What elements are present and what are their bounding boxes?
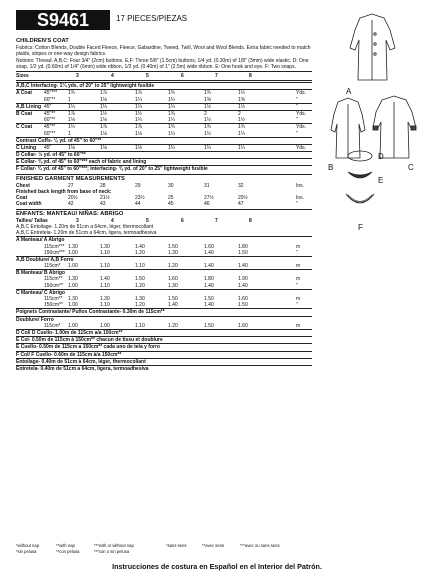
- yardage-row-label: A,B,C Interfacing- 1¼ yds. of 20" to 25" lightweight fusible: [16, 83, 155, 90]
- yardage-row-value: 1⅞: [135, 124, 142, 131]
- sizes-row: [16, 73, 312, 79]
- metric-row-value: 1.50: [204, 296, 214, 303]
- yardage-row-value: 1¼: [238, 130, 245, 137]
- metric-row-width: 150cm***: [44, 249, 65, 256]
- metric-row-width: 115cm*: [44, 322, 61, 329]
- metric-row-value: 1.00: [100, 322, 110, 329]
- footnote: ***avec ou sans sens: [240, 543, 280, 548]
- yardage-row-value: 1¼: [204, 144, 211, 151]
- yardage-row-width: 60"**: [44, 96, 56, 103]
- metric-row-value: 1.30: [100, 296, 110, 303]
- yardage-row-value: 1¼: [168, 144, 175, 151]
- size-value: 8: [249, 73, 252, 80]
- metric-row-value: 1.40: [238, 263, 248, 270]
- label-a: A: [346, 87, 352, 96]
- yardage-row-label: C Lining: [16, 144, 36, 151]
- metric-row-value: 1.00: [68, 249, 78, 256]
- yardage-row-width: 45"**: [44, 110, 56, 117]
- metric-row-unit: m: [296, 296, 301, 303]
- yardage-row-width: 45": [44, 144, 52, 151]
- metric-row: [16, 351, 312, 358]
- metric-row-width: 115cm**: [44, 296, 63, 303]
- metric-row-value: 1.60: [238, 322, 248, 329]
- coat-width-value: 45: [168, 201, 174, 208]
- divider: [16, 174, 312, 175]
- footnote: **avec sens: [202, 543, 225, 548]
- metric-row-width: 115cm***: [44, 243, 65, 250]
- yardage-row-label: E Collar- ⅜ yd. of 45" to 60"*** each of fabric and lining: [16, 159, 147, 166]
- coat-width-value: 46: [204, 201, 210, 208]
- metric-row-value: 1.30: [100, 243, 110, 250]
- yardage-row-value: 1⅛: [135, 130, 142, 137]
- size-value: 5: [146, 73, 149, 80]
- yardage-row-value: 1½: [135, 110, 142, 117]
- yardage-row-value: 1¾: [238, 124, 245, 131]
- yardage-row-unit: Yds.: [296, 124, 307, 131]
- label-b: B: [328, 163, 334, 172]
- taille-value: 3: [76, 217, 79, 224]
- metric-row-unit: m: [296, 276, 301, 283]
- yardage-row-value: 1¾: [68, 90, 75, 97]
- metric-row-value: 1.50: [238, 302, 248, 309]
- yardage-row-value: 1⅛: [68, 144, 75, 151]
- chest-value: 28: [100, 182, 106, 189]
- metric-row-value: 1.00: [68, 282, 78, 289]
- yardage-row-value: 1⅛: [100, 144, 107, 151]
- metric-row-value: 1.20: [135, 249, 145, 256]
- yardage-row-value: 1¼: [204, 130, 211, 137]
- taille-value: 4: [111, 217, 114, 224]
- yardage-row-value: 2: [238, 110, 241, 117]
- metric-row-width: 150cm**: [44, 282, 63, 289]
- yardage-row-value: 1¼: [135, 96, 142, 103]
- metric-row-value: 1.20: [135, 302, 145, 309]
- finished-title: FINISHED GARMENT MEASUREMENTS: [16, 175, 125, 182]
- yardage-row-value: 1: [68, 130, 71, 137]
- taille-value: 6: [181, 217, 184, 224]
- metric-row-value: 1.50: [168, 243, 178, 250]
- metric-row-value: 1.20: [168, 322, 178, 329]
- section-title: CHILDREN'S COAT: [16, 38, 69, 44]
- metric-row-value: 1.30: [135, 296, 145, 303]
- yardage-row-value: 1¼: [68, 124, 75, 131]
- yardage-row-unit: ": [296, 96, 298, 103]
- notions-text: Notions: Thread. A,B,C: Four 3/4" (2cm) buttons. E,F: Three 5/8" (1.5cm) buttons, 1/4 yd. (0.30m) of 1/8" (3mm) wide elastic. D: One snap, 1/2 yd. (0.60m) of 1/4" (6mm) wide ribbon, 1/2 yd. (0.40m) of 1" (2.5m) wide ribbon. E: One hook and eye. F: Two snaps.: [16, 57, 309, 70]
- yardage-row-value: 1½: [238, 90, 245, 97]
- metric-row-unit: ": [296, 249, 298, 256]
- coat-length-value: 20½: [68, 195, 78, 202]
- coat-width-row: [16, 201, 312, 207]
- metric-row-label: A Manteau/ A Abrigo: [16, 237, 65, 244]
- yardage-row-label: D Collar- ½ yd. of 45" to 60"**: [16, 152, 86, 159]
- yardage-row-value: 1¼: [100, 103, 107, 110]
- yardage-row-value: 1⅛: [68, 117, 75, 124]
- metric-row-label: B Manteau/ B Abrigo: [16, 270, 65, 277]
- metric-row-value: 1.50: [238, 249, 248, 256]
- metric-row-value: 1.00: [68, 302, 78, 309]
- coat-length-value: 23½: [135, 195, 145, 202]
- metric-row-value: 1.50: [168, 296, 178, 303]
- coat-a-drawing: [350, 14, 395, 80]
- yardage-row: [16, 89, 312, 96]
- metric-row-unit: ": [296, 282, 298, 289]
- metric-row-unit: m: [296, 243, 301, 250]
- metric-row-value: 1.10: [135, 322, 145, 329]
- metric-row-label: C Manteau/ C Abrigo: [16, 289, 65, 296]
- metric-row-value: 1.40: [204, 302, 214, 309]
- footnote: ***with or without nap: [94, 543, 134, 548]
- metric-row-width: 150cm**: [44, 302, 63, 309]
- coat-width-label: Coat width: [16, 201, 42, 208]
- coat-width-value: 43: [100, 201, 106, 208]
- yardage-row: [16, 151, 312, 158]
- size-value: 6: [181, 73, 184, 80]
- metric-row-value: 1.60: [168, 276, 178, 283]
- yardage-row: [16, 165, 312, 172]
- yardage-row-unit: ": [296, 130, 298, 137]
- yardage-row-label: Contrast Cuffs- ⅛ yd. of 45" to 60"**: [16, 137, 102, 144]
- footnote: **with nap: [56, 543, 75, 548]
- yardage-row-width: 45"***: [44, 90, 58, 97]
- metric-row: [16, 336, 312, 343]
- yardage-row: [16, 137, 312, 144]
- yardage-row: [16, 123, 312, 130]
- metric-row-value: 1.40: [204, 263, 214, 270]
- metric-row-value: 1.30: [168, 249, 178, 256]
- yardage-row: [16, 82, 312, 89]
- yardage-row: [16, 144, 312, 151]
- yardage-row-value: 1¼: [168, 96, 175, 103]
- metric-row: [16, 343, 312, 350]
- metric-row-label: Poignets Contrastante/ Puños Contrastante- 0.30m de 115cm**: [16, 309, 165, 316]
- footnote: *without nap: [16, 543, 40, 548]
- metric-row-label: F Col/ F Cuello- 0.60m de 115cm à/a 150cm**: [16, 351, 122, 358]
- metric-row-value: 1.10: [100, 263, 110, 270]
- back-length-label: Finished back length from base of neck:: [16, 189, 112, 196]
- metric-row-value: 1.20: [168, 263, 178, 270]
- metric-row: [16, 358, 312, 365]
- footer-title: Instrucciones de costura en Español en el Interior del Patrón.: [112, 562, 322, 571]
- yardage-row-value: 1½: [100, 110, 107, 117]
- yardage-row-label: A Coat: [16, 90, 32, 97]
- footnote: ***con o sin pelusa: [94, 549, 130, 554]
- yardage-row-value: 1¼: [168, 117, 175, 124]
- metric-row-value: 1.40: [168, 302, 178, 309]
- yardage-row-width: 60"**: [44, 117, 56, 124]
- yardage-row-value: 1⅞: [100, 90, 107, 97]
- metric-row-value: 1.00: [68, 322, 78, 329]
- metric-row-unit: m: [296, 322, 301, 329]
- yardage-row-unit: ": [296, 103, 298, 110]
- metric-row-label: Doublure/ Forro: [16, 316, 54, 323]
- metric-row-unit: ": [296, 302, 298, 309]
- metric-row-value: 1.60: [238, 296, 248, 303]
- yardage-row-value: 2: [204, 110, 207, 117]
- metric-row-value: 1.80: [204, 276, 214, 283]
- pattern-header: [16, 10, 346, 30]
- metric-row-label: A,B Doublure/ A,B Forro: [16, 256, 74, 263]
- metric-row-unit: m: [296, 263, 301, 270]
- yardage-row-value: 1⅞: [68, 110, 75, 117]
- yardage-row-label: B Coat: [16, 110, 33, 117]
- label-f: F: [358, 223, 363, 232]
- yardage-row: [16, 110, 312, 117]
- yardage-row-width: 60"**: [44, 130, 56, 137]
- yardage-row-unit: Yds.: [296, 144, 307, 151]
- metric-row-label: D Col/ D Cuello- 1.00m de 115cm a/a 150cm**: [16, 329, 123, 336]
- yardage-row-value: 1: [68, 96, 71, 103]
- metric-row: [16, 236, 312, 243]
- size-value: 7: [215, 73, 218, 80]
- coat-c-drawing: [373, 96, 416, 158]
- yardage-sheet: [16, 38, 312, 372]
- metric-row-value: 1.10: [100, 302, 110, 309]
- yardage-row-width: 45": [44, 103, 52, 110]
- taille-value: 5: [146, 217, 149, 224]
- metric-row-value: 1.40: [238, 282, 248, 289]
- pieces-count: 17 PIECES/PIEZAS: [116, 14, 188, 23]
- metric-row-value: 1.50: [135, 276, 145, 283]
- chest-value: 27: [68, 182, 74, 189]
- chest-value: 32: [238, 182, 244, 189]
- metric-row: [16, 269, 312, 276]
- yardage-row-value: 1½: [238, 103, 245, 110]
- pattern-number: S9461: [16, 10, 110, 30]
- sizes-label: Sizes: [16, 73, 29, 80]
- garment-illustrations: [320, 8, 424, 233]
- metric-row-value: 1.40: [135, 243, 145, 250]
- label-e: E: [378, 176, 384, 185]
- yardage-row-value: 1½: [238, 117, 245, 124]
- metric-row-value: 1.10: [100, 249, 110, 256]
- collar-f-drawing: [346, 194, 374, 203]
- yardage-row-value: 1⅞: [135, 90, 142, 97]
- metric-row: [16, 256, 312, 263]
- metric-row: [16, 365, 312, 372]
- coat-length-value: 27½: [204, 195, 214, 202]
- yardage-row-label: F Collar- ¾ yd. of 45" to 60"***; Interfacing- ⅜ yd. of 20" to 25" lightweight fusible: [16, 166, 208, 173]
- label-c: C: [408, 163, 414, 172]
- footnote: *sin pelusa: [16, 549, 37, 554]
- chest-label: Chest: [16, 182, 30, 189]
- size-value: 3: [76, 73, 79, 80]
- coat-width-value: 47: [238, 201, 244, 208]
- yardage-row-value: 1⅜: [204, 96, 211, 103]
- yardage-row-value: 1¾: [168, 110, 175, 117]
- yardage-row-value: 1¾: [168, 124, 175, 131]
- metric-row-value: 1.10: [100, 282, 110, 289]
- yardage-row-value: 1⅛: [100, 130, 107, 137]
- coat-length-label: Coat: [16, 195, 28, 202]
- yardage-row-value: 1¾: [168, 90, 175, 97]
- coat-width-value: 44: [135, 201, 141, 208]
- yardage-row-value: 1⅛: [135, 144, 142, 151]
- yardage-row-value: 1⅛: [100, 96, 107, 103]
- chest-value: 29: [135, 182, 141, 189]
- yardage-row-label: C Coat: [16, 124, 33, 131]
- taille-value: 8: [249, 217, 252, 224]
- yardage-row-value: 1¼: [135, 117, 142, 124]
- divider: [16, 209, 312, 210]
- metric-row-label: Entretela- 0.40m de 51cm a 64cm, ligera, termoadhesiva: [16, 365, 149, 372]
- coat-length-value: 29½: [238, 195, 248, 202]
- metric-row-value: 1.50: [204, 322, 214, 329]
- metric-row-value: 1.30: [68, 243, 78, 250]
- yardage-row: [16, 103, 312, 110]
- yardage-row-value: 1¼: [168, 130, 175, 137]
- interfacing-fr: A,B,C Entoilage- 1.20m de 51cm a 64cm, léger, thermocollant: [16, 223, 154, 230]
- tailles-label: Tailles/ Tallas: [16, 217, 48, 224]
- metric-row-value: 1.40: [204, 249, 214, 256]
- metric-row-value: 1.40: [100, 276, 110, 283]
- chest-value: 31: [204, 182, 210, 189]
- metric-row-value: 1.80: [238, 243, 248, 250]
- divider: [16, 71, 312, 72]
- fabrics-text: Fabrics: Cotton Blends, Double Faced Fleece, Fleece, Gabardine, Tweed, Twill, Wool and Wool Blends. Extra fabric needed to match plaids, stripes or one-way design fabrics.: [16, 45, 311, 58]
- metric-row-value: 1.30: [68, 276, 78, 283]
- footnote: *sans sens: [166, 543, 187, 548]
- coat-length-unit: Ins.: [296, 195, 305, 202]
- yardage-row-value: 1¼: [68, 103, 75, 110]
- yardage-row-value: 1¾: [204, 124, 211, 131]
- metric-row-width: 115cm**: [44, 276, 63, 283]
- taille-value: 7: [215, 217, 218, 224]
- label-d: D: [378, 152, 384, 161]
- metric-row-label: E Col- 0.50m de 115cm à 150cm** chacun de tissu et doublure: [16, 337, 163, 344]
- yardage-row-width: 45"**: [44, 124, 56, 131]
- yardage-row-label: A,B Lining: [16, 103, 41, 110]
- yardage-row-value: 1⅞: [100, 124, 107, 131]
- yardage-row-value: 1½: [204, 103, 211, 110]
- footnote: **con pelusa: [56, 549, 80, 554]
- yardage-row-value: 1¼: [135, 103, 142, 110]
- coat-length-value: 21½: [100, 195, 110, 202]
- metric-row: [16, 308, 312, 315]
- metric-row: [16, 329, 312, 336]
- chest-value: 30: [168, 182, 174, 189]
- coat-width-unit: ": [296, 201, 298, 208]
- interfacing-es: A,B,C Entretela- 1.20m de 51cm a 64cm, ligera, termoadhesiva: [16, 230, 157, 237]
- yardage-row-value: 1¾: [204, 90, 211, 97]
- metric-row-label: E Cuello- 0.50m de 115cm a 150cm** cada uno de tela y forro: [16, 344, 160, 351]
- yardage-row-unit: Yds.: [296, 110, 307, 117]
- yardage-row-unit: ": [296, 117, 298, 124]
- collar-e-drawing: [348, 172, 372, 178]
- metric-row-width: 115cm*: [44, 263, 61, 270]
- yardage-row-value: 1½: [204, 117, 211, 124]
- yardage-row: [16, 158, 312, 165]
- yardage-row-value: 1¼: [238, 144, 245, 151]
- yardage-row-value: 1¼: [168, 103, 175, 110]
- size-value: 4: [111, 73, 114, 80]
- chest-unit: Ins.: [296, 182, 305, 189]
- metric-row-value: 1.30: [68, 296, 78, 303]
- coat-b-drawing: [331, 98, 365, 158]
- metric-row-label: Entoilage- 0.40m de 51cm à 64cm, léger, thermocollant: [16, 358, 146, 365]
- metric-row-value: 1.60: [204, 243, 214, 250]
- spanish-title: ENFANTS: MANTEAU/ NIÑAS: ABRIGO: [16, 210, 124, 217]
- metric-row-value: 1.40: [204, 282, 214, 289]
- metric-row-value: 1.00: [68, 263, 78, 270]
- metric-row-value: 1.90: [238, 276, 248, 283]
- metric-row-value: 1.20: [135, 282, 145, 289]
- metric-row-value: 1.30: [168, 282, 178, 289]
- divider: [16, 80, 312, 81]
- metric-row: [16, 316, 312, 323]
- yardage-row-value: 1⅛: [100, 117, 107, 124]
- metric-row: [16, 289, 312, 296]
- coat-width-value: 42: [68, 201, 74, 208]
- yardage-row-value: 1⅜: [238, 96, 245, 103]
- yardage-row-unit: Yds.: [296, 90, 307, 97]
- metric-row-value: 1.10: [135, 263, 145, 270]
- coat-length-value: 25: [168, 195, 174, 202]
